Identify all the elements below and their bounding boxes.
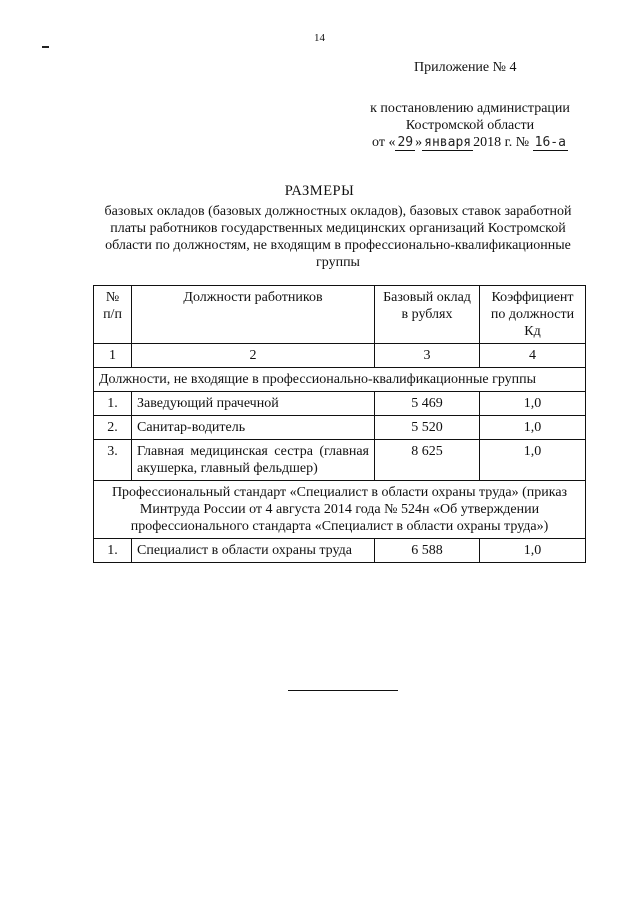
row-salary: 5 520	[375, 416, 480, 440]
resolution-reference	[352, 100, 588, 151]
date-day: 29	[397, 135, 414, 150]
resolution-line-1: к постановлению администрации	[370, 101, 570, 116]
section-heading-row	[94, 481, 586, 539]
document-subtitle: базовых окладов (базовых должностных окладов), базовых ставок заработной платы работников государственных медицинских организаций Костромской области по должностям, не входящим в профессионально-квалификационные группы	[104, 204, 572, 270]
row-coefficient: 1,0	[480, 539, 586, 563]
row-number: 2.	[94, 416, 132, 440]
date-mid: »	[415, 135, 423, 150]
header-coefficient: Коэффициент по должности Кд	[480, 286, 586, 344]
table-row	[94, 416, 586, 440]
header-number: № п/п	[94, 286, 132, 344]
row-coefficient: 1,0	[480, 440, 586, 481]
resolution-line-2: Костромской области	[405, 118, 535, 133]
date-prefix: от «	[372, 135, 396, 150]
row-salary: 6 588	[375, 539, 480, 563]
date-year: 2018 г. №	[473, 135, 530, 150]
section-heading: Профессиональный стандарт «Специалист в области охраны труда» (приказ Минтруда России от 4 августа 2014 года № 524н «Об утверждении профессионального стандарта «Специалист в области охраны труда»)	[94, 481, 586, 539]
table-row	[94, 392, 586, 416]
doc-number: 16-а	[534, 135, 566, 150]
salary-table	[93, 285, 586, 563]
scan-artifact-mark	[42, 46, 49, 48]
row-position: Главная медицинская сестра (главная акушерка, главный фельдшер)	[132, 440, 375, 481]
row-position: Заведующий прачечной	[132, 392, 375, 416]
row-position: Специалист в области охраны труда	[132, 539, 375, 563]
closing-rule	[288, 690, 398, 691]
header-salary: Базовый оклад в рублях	[375, 286, 480, 344]
row-position: Санитар-водитель	[132, 416, 375, 440]
row-salary: 5 469	[375, 392, 480, 416]
document-title: РАЗМЕРЫ	[284, 183, 355, 199]
table-row	[94, 539, 586, 563]
section-heading: Должности, не входящие в профессионально-квалификационные группы	[94, 368, 586, 392]
table-row	[94, 440, 586, 481]
row-number: 1.	[94, 392, 132, 416]
row-number: 1.	[94, 539, 132, 563]
column-number: 1	[94, 344, 132, 368]
row-number: 3.	[94, 440, 132, 481]
column-number: 4	[480, 344, 586, 368]
section-heading-row	[94, 368, 586, 392]
row-coefficient: 1,0	[480, 416, 586, 440]
appendix-label: Приложение № 4	[414, 60, 517, 75]
column-number: 3	[375, 344, 480, 368]
column-number: 2	[132, 344, 375, 368]
page-number: 14	[314, 32, 325, 44]
header-position: Должности работников	[132, 286, 375, 344]
resolution-date-line	[352, 134, 588, 151]
column-number-row	[94, 344, 586, 368]
table-header-row	[94, 286, 586, 344]
row-coefficient: 1,0	[480, 392, 586, 416]
row-salary: 8 625	[375, 440, 480, 481]
date-month: января	[424, 135, 472, 150]
